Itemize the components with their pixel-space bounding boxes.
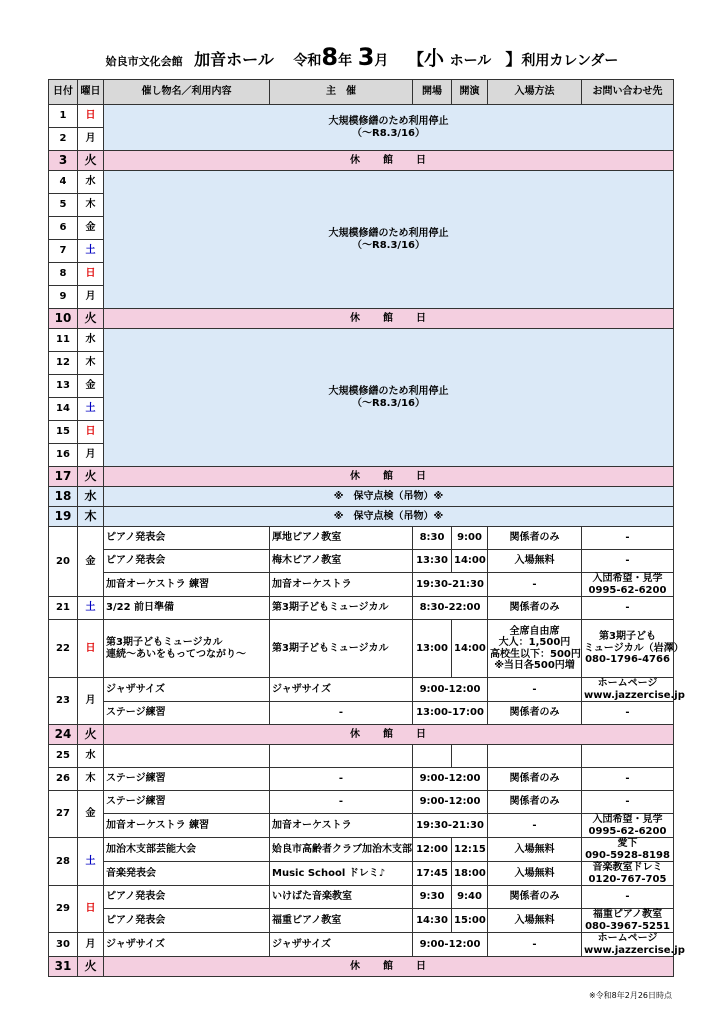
weekday-cell: 火 — [78, 467, 104, 487]
weekday-cell: 土 — [78, 240, 104, 263]
date-cell: 5 — [49, 194, 78, 217]
stop-text: 大規模修繕のため利用停止 — [328, 228, 449, 239]
weekday-cell: 火 — [78, 725, 104, 745]
closed-row — [49, 151, 674, 171]
closed-label: 休 館 日 — [104, 725, 674, 745]
calendar-table — [48, 79, 685, 977]
weekday-cell: 水 — [78, 329, 104, 352]
organizer: 厚地ピアノ教室 — [270, 527, 413, 550]
event-title: 第3期子どもミュージカル — [106, 637, 223, 648]
stop-period: （～R8.3/16） — [352, 239, 425, 251]
admission: 入場無料 — [488, 862, 582, 886]
open-time: 14:30 — [413, 909, 452, 933]
organizer: - — [270, 702, 413, 725]
closed-label: 休 館 日 — [104, 309, 674, 329]
contact — [582, 862, 674, 886]
header-admission: 入場方法 — [488, 80, 582, 105]
date-cell: 29 — [49, 886, 78, 933]
closed-label: 休 館 日 — [104, 957, 674, 977]
event-name: 音楽発表会 — [104, 862, 270, 886]
start-time — [452, 745, 488, 768]
table-row — [49, 550, 674, 573]
start-time: 18:00 — [452, 862, 488, 886]
organizer: 福重ピアノ教室 — [270, 909, 413, 933]
contact — [582, 573, 674, 597]
contact-phone: 0995-62-6200 — [588, 584, 667, 596]
weekday-cell: 日 — [78, 620, 104, 678]
time-range: 9:00-12:00 — [413, 933, 488, 957]
contact-label: 福重ピアノ教室 — [592, 909, 663, 920]
organizer: いけばた音楽教室 — [270, 886, 413, 909]
date-cell: 12 — [49, 352, 78, 375]
table-row — [49, 597, 674, 620]
date-cell: 27 — [49, 791, 78, 838]
admission: - — [488, 573, 582, 597]
admission: 入場無料 — [488, 838, 582, 862]
date-cell: 11 — [49, 329, 78, 352]
date-cell: 25 — [49, 745, 78, 768]
event-subtitle: 連続～あいをもってつながり～ — [106, 648, 246, 660]
header-start: 開演 — [452, 80, 488, 105]
table-row — [49, 745, 674, 768]
admission: 関係者のみ — [488, 702, 582, 725]
date-cell: 6 — [49, 217, 78, 240]
stop-text: 大規模修繕のため利用停止 — [328, 386, 449, 397]
page-title — [0, 42, 724, 77]
event-name: ピアノ発表会 — [104, 527, 270, 550]
table-row — [49, 814, 674, 838]
contact: - — [582, 791, 674, 814]
contact-phone: 0120-767-705 — [588, 873, 667, 885]
time-range: 8:30-22:00 — [413, 597, 488, 620]
date-cell: 3 — [49, 151, 78, 171]
event-name: ピアノ発表会 — [104, 886, 270, 909]
stop-notice — [104, 105, 674, 151]
admission: - — [488, 933, 582, 957]
as-of-note: ※令和8年2月26日時点 — [588, 991, 672, 1000]
table-row — [49, 678, 674, 702]
event-name: 3/22 前日準備 — [104, 597, 270, 620]
year-unit: 年 — [338, 53, 353, 69]
date-cell: 4 — [49, 171, 78, 194]
weekday-cell: 木 — [78, 768, 104, 791]
bracket-close: 】 — [505, 50, 522, 69]
year: 8 — [321, 43, 339, 71]
contact-label: ミュージカル（岩澤） — [584, 642, 684, 654]
contact-label: 愛下 — [617, 838, 638, 849]
table-row — [49, 791, 674, 814]
table-row — [49, 886, 674, 909]
contact-url: www.jazzercise.jp — [584, 689, 685, 701]
date-cell: 10 — [49, 309, 78, 329]
time-range: 19:30-21:30 — [413, 573, 488, 597]
date-cell: 15 — [49, 421, 78, 444]
start-time: 15:00 — [452, 909, 488, 933]
time-range: 9:00-12:00 — [413, 791, 488, 814]
time-range: 9:00-12:00 — [413, 768, 488, 791]
contact: - — [582, 597, 674, 620]
closed-row — [49, 957, 674, 977]
contact: - — [582, 527, 674, 550]
date-cell: 1 — [49, 105, 78, 128]
date-cell: 19 — [49, 507, 78, 527]
open-time: 17:45 — [413, 862, 452, 886]
weekday-cell: 金 — [78, 217, 104, 240]
open-time: 12:00 — [413, 838, 452, 862]
admission: 関係者のみ — [488, 527, 582, 550]
weekday-cell: 金 — [78, 527, 104, 597]
table-row — [49, 171, 674, 194]
date-cell: 28 — [49, 838, 78, 886]
era: 令和 — [293, 53, 322, 69]
contact-label: ホームページ — [597, 933, 658, 944]
admission-line: 全席自由席 — [509, 625, 560, 637]
open-time: 9:30 — [413, 886, 452, 909]
closed-label: 休 館 日 — [104, 467, 674, 487]
bracket-open: 【 — [407, 50, 424, 69]
stop-notice — [104, 171, 674, 309]
weekday-cell: 火 — [78, 957, 104, 977]
event-name: ステージ練習 — [104, 768, 270, 791]
contact — [582, 838, 674, 862]
contact: - — [582, 886, 674, 909]
admission: 関係者のみ — [488, 886, 582, 909]
weekday-cell: 水 — [78, 745, 104, 768]
small-label: 小 — [424, 46, 444, 70]
contact: - — [582, 550, 674, 573]
weekday-cell: 日 — [78, 263, 104, 286]
table-row — [49, 862, 674, 886]
start-time: 9:40 — [452, 886, 488, 909]
month-unit: 月 — [374, 53, 389, 69]
contact: - — [582, 768, 674, 791]
weekday-cell: 水 — [78, 171, 104, 194]
closed-row — [49, 725, 674, 745]
organizer: ジャザサイズ — [270, 678, 413, 702]
admission-line: 高校生以下：500円 — [490, 648, 581, 660]
start-time: 14:00 — [452, 550, 488, 573]
event-name: 加音オーケストラ 練習 — [104, 573, 270, 597]
hall-name: 加音ホール — [194, 50, 274, 69]
date-cell: 17 — [49, 467, 78, 487]
contact — [582, 814, 674, 838]
time-range: 19:30-21:30 — [413, 814, 488, 838]
date-cell: 31 — [49, 957, 78, 977]
maintenance-row — [49, 507, 674, 527]
organizer: 第3期子どもミュージカル — [270, 620, 413, 678]
table-row — [49, 573, 674, 597]
organizer: 姶良市高齢者クラブ加治木支部 — [270, 838, 413, 862]
event-name: ステージ練習 — [104, 702, 270, 725]
date-cell: 24 — [49, 725, 78, 745]
event-name — [104, 620, 270, 678]
stop-period: （～R8.3/16） — [352, 397, 425, 409]
weekday-cell: 月 — [78, 933, 104, 957]
calendar-label: 利用カレンダー — [521, 53, 619, 69]
contact-label: 入団希望・見学 — [592, 573, 663, 584]
contact-label: ホームページ — [597, 678, 658, 689]
open-time: 13:00 — [413, 620, 452, 678]
weekday-cell: 土 — [78, 597, 104, 620]
stop-text: 大規模修繕のため利用停止 — [328, 116, 449, 127]
weekday-cell: 月 — [78, 678, 104, 725]
admission: 入場無料 — [488, 550, 582, 573]
date-cell: 9 — [49, 286, 78, 309]
admission: 関係者のみ — [488, 791, 582, 814]
start-time: 14:00 — [452, 620, 488, 678]
weekday-cell: 水 — [78, 487, 104, 507]
table-row — [49, 933, 674, 957]
date-cell: 13 — [49, 375, 78, 398]
weekday-cell: 日 — [78, 886, 104, 933]
header-organizer: 主 催 — [270, 80, 413, 105]
organizer: 加音オーケストラ — [270, 573, 413, 597]
admission: - — [488, 814, 582, 838]
closed-row — [49, 467, 674, 487]
open-time: 13:30 — [413, 550, 452, 573]
weekday-cell: 火 — [78, 151, 104, 171]
contact-phone: 080-3967-5251 — [585, 920, 670, 932]
table-row — [49, 838, 674, 862]
date-cell: 18 — [49, 487, 78, 507]
month: 3 — [357, 43, 375, 71]
admission: 関係者のみ — [488, 768, 582, 791]
organizer: 加音オーケストラ — [270, 814, 413, 838]
event-name: ステージ練習 — [104, 791, 270, 814]
weekday-cell: 金 — [78, 375, 104, 398]
table-row — [49, 527, 674, 550]
stop-notice — [104, 329, 674, 467]
contact — [582, 678, 685, 702]
weekday-cell: 火 — [78, 309, 104, 329]
weekday-cell: 月 — [78, 128, 104, 151]
time-range: 13:00-17:00 — [413, 702, 488, 725]
weekday-cell: 木 — [78, 194, 104, 217]
admission-line: 大人：1,500円 — [498, 637, 571, 648]
start-time: 12:15 — [452, 838, 488, 862]
event-name: 加音オーケストラ 練習 — [104, 814, 270, 838]
table-row — [49, 702, 674, 725]
organizer: ジャザサイズ — [270, 933, 413, 957]
event-name: 加治木支部芸能大会 — [104, 838, 270, 862]
date-cell: 7 — [49, 240, 78, 263]
time-range: 9:00-12:00 — [413, 678, 488, 702]
contact-phone: 080-1796-4766 — [585, 654, 670, 666]
event-name: ピアノ発表会 — [104, 550, 270, 573]
closed-row — [49, 309, 674, 329]
event-name: ジャザサイズ — [104, 933, 270, 957]
weekday-cell: 月 — [78, 444, 104, 467]
event-name: ピアノ発表会 — [104, 909, 270, 933]
contact — [582, 745, 674, 768]
contact — [582, 620, 684, 678]
table-row — [49, 909, 674, 933]
date-cell: 16 — [49, 444, 78, 467]
table-row — [49, 620, 674, 678]
organizer — [270, 745, 413, 768]
event-name: ジャザサイズ — [104, 678, 270, 702]
contact-url: www.jazzercise.jp — [584, 944, 685, 956]
maintenance-label: ※ 保守点検（吊物）※ — [104, 487, 674, 507]
org-name: 姶良市文化会館 — [105, 55, 183, 68]
contact — [582, 909, 674, 933]
header-weekday: 曜日 — [78, 80, 104, 105]
open-time — [413, 745, 452, 768]
admission: 入場無料 — [488, 909, 582, 933]
date-cell: 8 — [49, 263, 78, 286]
weekday-cell: 日 — [78, 421, 104, 444]
header-contact: お問い合わせ先 — [582, 80, 674, 105]
table-row — [49, 768, 674, 791]
contact-phone: 090-5928-8198 — [585, 849, 670, 861]
contact: - — [582, 702, 674, 725]
table-row — [49, 329, 674, 352]
weekday-cell: 日 — [78, 105, 104, 128]
open-time: 8:30 — [413, 527, 452, 550]
event-name — [104, 745, 270, 768]
contact-label: 入団希望・見学 — [592, 814, 663, 825]
start-time: 9:00 — [452, 527, 488, 550]
header-event: 催し物名／利用内容 — [104, 80, 270, 105]
header-row — [49, 80, 674, 105]
stop-period: （～R8.3/16） — [352, 127, 425, 139]
hall-type: ホール — [449, 53, 492, 69]
closed-label: 休 館 日 — [104, 151, 674, 171]
date-cell: 21 — [49, 597, 78, 620]
organizer: 梅木ピアノ教室 — [270, 550, 413, 573]
header-date: 日付 — [49, 80, 78, 105]
date-cell: 2 — [49, 128, 78, 151]
admission — [488, 620, 582, 678]
weekday-cell: 木 — [78, 507, 104, 527]
contact-label: 第3期子ども — [599, 631, 656, 643]
weekday-cell: 金 — [78, 791, 104, 838]
organizer: Music School ドレミ♪ — [270, 862, 413, 886]
admission: - — [488, 678, 582, 702]
date-cell: 23 — [49, 678, 78, 725]
table-row — [49, 105, 674, 128]
contact-label: 音楽教室ドレミ — [592, 862, 663, 873]
organizer: 第3期子どもミュージカル — [270, 597, 413, 620]
contact — [582, 933, 685, 957]
weekday-cell: 木 — [78, 352, 104, 375]
header-open: 開場 — [413, 80, 452, 105]
maintenance-row — [49, 487, 674, 507]
date-cell: 14 — [49, 398, 78, 421]
admission — [488, 745, 582, 768]
date-cell: 30 — [49, 933, 78, 957]
date-cell: 20 — [49, 527, 78, 597]
date-cell: 22 — [49, 620, 78, 678]
admission: 関係者のみ — [488, 597, 582, 620]
weekday-cell: 月 — [78, 286, 104, 309]
admission-line: ※当日各500円増 — [494, 660, 575, 671]
maintenance-label: ※ 保守点検（吊物）※ — [104, 507, 674, 527]
weekday-cell: 土 — [78, 398, 104, 421]
organizer: - — [270, 768, 413, 791]
date-cell: 26 — [49, 768, 78, 791]
contact-phone: 0995-62-6200 — [588, 825, 667, 837]
weekday-cell: 土 — [78, 838, 104, 886]
organizer: - — [270, 791, 413, 814]
